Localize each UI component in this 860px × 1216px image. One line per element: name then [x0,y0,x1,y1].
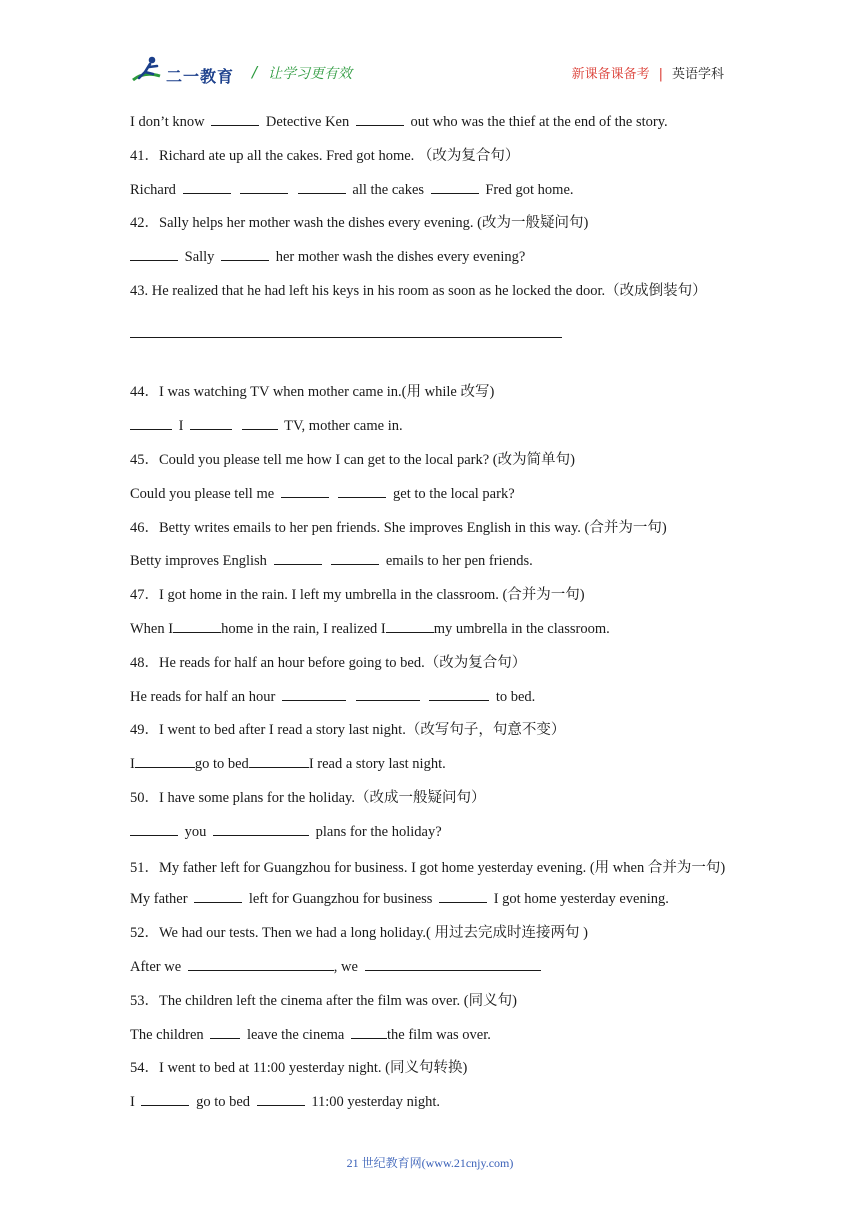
answer-blank [135,751,195,768]
answer-blank [190,413,232,430]
answer-text: I don’t know [130,114,205,130]
answer-text: My father [130,891,188,908]
answer-text: to bed. [495,688,536,705]
header-slash: / [252,63,258,81]
answer-line-50 [130,818,736,852]
answer-text: I [178,418,184,435]
answer-text: home in the rain, I realized I [221,620,386,637]
answer-blank [298,177,346,194]
answer-blank [429,684,489,701]
brand-logo [130,54,240,88]
answer-blank [338,481,386,498]
header-slogan: 让学习更有效 [268,66,352,82]
answer-text: the film was over. [386,1026,491,1043]
answer-blank [240,177,288,194]
answer-blank [282,684,346,701]
answer-text: I [130,756,135,773]
answer-line-52 [130,953,736,987]
page-footer: 21 世纪教育网(www.21cnjy.com) [346,1156,514,1170]
answer-blank [221,244,269,261]
answer-line-44 [130,412,736,446]
question-47: 47．I got home in the rain. I left my umbrella in the classroom. (合并为一句) [130,587,585,604]
question-50: 50．I have some plans for the holiday.（改成一般疑问句） [130,789,486,806]
question-49: 49．I went to bed after I read a story last night.（改写句子，句意不变） [130,722,566,739]
header-subject: 英语学科 [671,67,724,82]
answer-text: plans for the holiday? [315,823,442,840]
answer-line-49 [130,750,736,784]
answer-text: He reads for half an hour [130,688,276,705]
answer-text: out who was the thief at the end of the story. [410,114,668,130]
answer-blank [356,684,420,701]
answer-text: 11:00 yesterday night. [311,1094,441,1111]
question-52: 52．We had our tests. Then we had a long holiday.( 用过去完成时连接两句 ) [130,925,588,942]
answer-blank [194,886,242,903]
answer-blank [356,109,404,126]
answer-blank [188,954,334,971]
answer-blank [386,616,434,633]
answer-text: all the cakes [352,181,425,198]
page-header [130,54,730,90]
answer-blank [141,1089,189,1106]
answer-line-47 [130,615,736,649]
answer-line-41 [130,176,736,210]
answer-blank [211,109,259,126]
answer-blank [431,177,479,194]
answer-text: my umbrella in the classroom. [433,620,610,637]
answer-line-48 [130,683,736,717]
answer-text: Betty improves English [130,553,267,570]
answer-blank [365,954,541,971]
question-43: 43. He realized that he had left his keys in his room as soon as he locked the door.（改成倒装句） [130,282,707,299]
answer-blank [331,548,379,565]
answer-text: Sally [184,249,215,266]
answer-text: get to the local park? [393,485,515,502]
answer-line-54 [130,1088,736,1122]
answer-blank [249,751,309,768]
question-54: 54．I went to bed at 11:00 yesterday night. (同义句转换) [130,1060,468,1077]
answer-blank [183,177,231,194]
question-51: 51．My father left for Guangzhou for business. I got home yesterday evening. (用 when 合并为一句) [130,859,726,876]
answer-text: you [184,823,207,840]
answer-text: , we [333,958,358,975]
question-53: 53．The children left the cinema after the film was over. (同义句) [130,992,517,1009]
answer-text: go to bed [196,1094,251,1111]
answer-text: go to bed [194,756,249,773]
answer-text: emails to her pen friends. [385,553,533,570]
exercise-body [130,108,736,1122]
answer-line-42 [130,243,736,277]
answer-blank [281,481,329,498]
question-42: 42．Sally helps her mother wash the dishes every evening. (改为一般疑问句) [130,215,589,232]
answer-text: After we [130,958,182,975]
header-course-label: 新课备课备考 [571,67,650,82]
answer-text: leave the cinema [246,1026,345,1043]
answer-text: Fred got home. [485,181,574,198]
answer-text: TV, mother came in. [284,418,403,435]
answer-blank [213,819,309,836]
answer-blank [130,311,562,338]
answer-blank [351,1022,387,1039]
answer-blank [130,413,172,430]
answer-line-53 [130,1021,736,1055]
answer-text: I [130,1094,135,1111]
answer-line-43 [130,311,736,345]
answer-blank [210,1022,240,1039]
answer-text: I read a story last night. [308,756,446,773]
answer-blank [130,819,178,836]
answer-line-46 [130,547,736,581]
answer-text: Richard [130,181,176,198]
answer-line-51 [130,885,736,919]
question-46: 46．Betty writes emails to her pen friends. She improves English in this way. (合并为一句) [130,519,667,536]
answer-text: Could you please tell me [130,485,275,502]
question-45: 45．Could you please tell me how I can get to the local park? (改为简单句) [130,451,575,468]
answer-text: The children [130,1026,204,1043]
blank-spacer [130,345,736,379]
header-right [572,63,724,82]
answer-blank [439,886,487,903]
answer-blank [173,616,221,633]
answer-line-45 [130,480,736,514]
answer-blank [242,413,278,430]
runner-logo-icon [130,54,170,88]
answer-line-40 [130,108,736,142]
header-separator: | [658,67,663,82]
answer-text: left for Guangzhou for business [248,891,433,908]
question-44: 44．I was watching TV when mother came in.(用 while 改写) [130,384,495,401]
answer-blank [274,548,322,565]
answer-text: her mother wash the dishes every evening? [275,249,526,266]
answer-text: I got home yesterday evening. [493,891,669,908]
answer-blank [130,244,178,261]
question-48: 48．He reads for half an hour before going to bed.（改为复合句） [130,654,527,671]
question-41: 41．Richard ate up all the cakes. Fred got home. （改为复合句） [130,147,520,164]
answer-text: Detective Ken [265,114,350,130]
answer-blank [257,1089,305,1106]
logo-text: 二一教育 [166,67,235,86]
answer-text: When I [130,620,174,637]
